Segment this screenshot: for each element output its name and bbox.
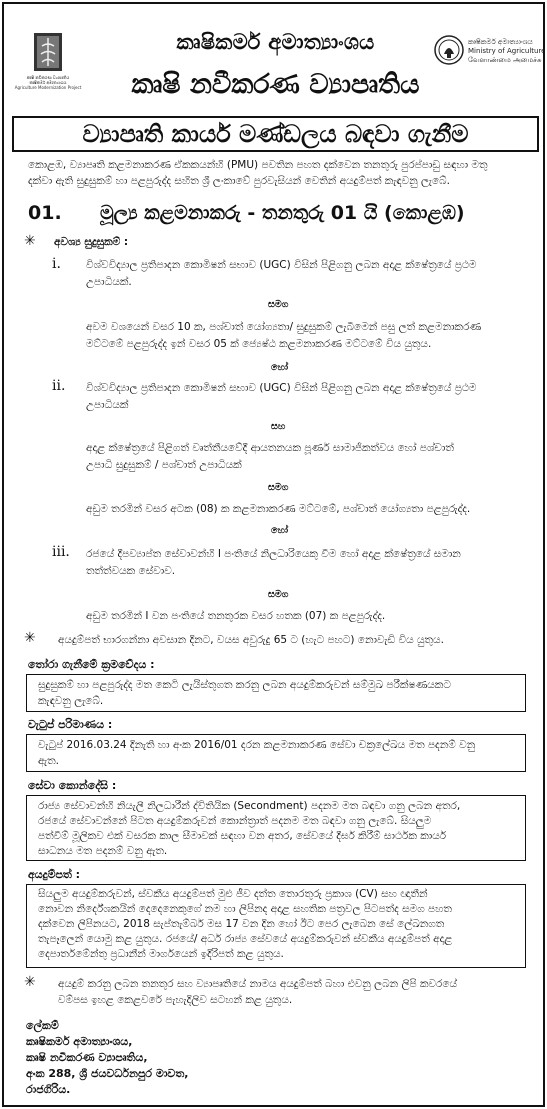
signature-block — [26, 1018, 188, 1098]
qualification-ii-label: ii. — [52, 378, 66, 394]
professional-line-2: උපාධි සුදුසුකම් / පශ්චාත් උපාධියක් — [86, 459, 242, 471]
position-number: 01. — [28, 202, 62, 224]
bullet-star-icon: ✳ — [24, 974, 36, 990]
experience-1-line-2: මට්ටමේ පළපුරුද්ද ඉන් වසර 05 ක් ජ්‍යෙෂ්ඨ කළමනාකරණ මට්ටමේ විය යුතුය. — [86, 338, 432, 350]
service-conditions-heading: සේවා කොන්දේසි : — [28, 779, 117, 792]
selection-line-2: කැඳවනු ලැබේ. — [38, 695, 104, 707]
bullet-star-icon: ✳ — [24, 233, 36, 249]
conjunction-with-1: සමග — [268, 299, 289, 310]
service-line-1: රාජ්‍ය සේවාවන්හි නියැලී නිලධාරීන් ද්විතියික (Secondment) පදනම මත බඳවා ගනු ලබන අතර, — [38, 800, 461, 812]
qualification-iii-line-2: තත්ත්වයක සේවාව. — [86, 565, 176, 577]
intro-line-1: කොළඹ, ව්‍යාපෘති කළමනාකරණ ඒකකයන්හි (PMU) පවතින පහත දක්වෙන තනතුරු පුරප්පාඩු සඳහා මතු — [28, 159, 488, 171]
qualification-iii-label: iii. — [52, 544, 70, 560]
salary-line-1: වැටුප් 2016.03.24 දිනැති හා අංක 2016/01 දරන කළමනාකරණ සේවා චක්‍රලේඛය මත පදනම් වනු — [38, 739, 476, 751]
signature-line-5: රාජගිරිය. — [26, 1083, 71, 1096]
envelope-note-line-2: වම්පස ඉහළ කෙළවරේ පැහැදිලිව සටහන් කළ යුතුය. — [58, 994, 293, 1006]
vacancy-banner: ව්‍යාපෘති කාර්ය මණ්ඩලය බඳවා ගැනීම — [12, 116, 539, 152]
selection-line-1: සුදුසුකම් හා පළපුරුද්ද මත කෙටි ලැයිස්තුගත කරනු ලබන අයදුම්කරුවන් සම්මුඛ පරීක්ෂණයකට — [38, 679, 451, 691]
qualifications-heading: අවශ්‍ය සුදුසුකම් : — [54, 236, 129, 248]
age-note: අයදුම්පත් භාරගන්නා අවසාන දිනට, වයස අවුරුදු 65 ට (හැට පහට) නොවැඩි විය යුතුය. — [58, 634, 444, 646]
application-line-1: සියලුම අයදුම්කරුවන්, ස්වකීය අයදුම්පත් මුළු ජීව දත්ත තොරතුරු ප්‍රකාශ (CV) සහ ඥාතීන් — [38, 888, 428, 900]
experience-2-line: අඩුම තරමින් වසර අටක (08) ක කළමනාකරණ මට්ටමේ, පශ්චාත් යෝග්‍යතා පළපුරුද්ද. — [86, 503, 471, 515]
conjunction-with-3: සමග — [268, 589, 289, 600]
qualification-i-line-2: උපාධියක්. — [86, 276, 132, 288]
application-line-3: දක්වෙන ලිපිනයට, 2018 සැප්තැම්බර් මස 17 වන දින හෝ ඊට පෙර ලැබෙන සේ ලේඛනගත — [38, 918, 445, 930]
applications-heading: අයදුම්පත් : — [28, 868, 81, 881]
conjunction-and: සහ — [271, 421, 286, 432]
service-line-2: රජයේ සේවාවන්නේ පිටත අයදුම්කරුවන් කොන්ත්‍රාත් පදනම මත බඳවා ගනු ලැබේ. සියලුම — [38, 815, 432, 827]
qualification-i-label: i. — [52, 256, 61, 272]
conjunction-or-2: හෝ — [271, 525, 289, 536]
bullet-star-icon: ✳ — [24, 630, 36, 646]
qualification-i-line-1: විශ්වවිද්‍යාල ප්‍රතිපාදන කොමිෂන් සභාව (UGC) විසින් පිළිගනු ලබන අදාළ ක්ෂේත්‍රයේ ප්‍රථම — [86, 259, 477, 271]
signature-line-2: කෘෂිකර්ම අමාත්‍යාංශය, — [26, 1035, 133, 1048]
signature-line-4: අංක 288, ශ්‍රී ජයවර්ධනපුර මාවත, — [26, 1067, 189, 1080]
conjunction-or-1: හෝ — [271, 362, 289, 373]
page-frame — [2, 2, 545, 1107]
project-logo-caption: කෘෂි නවීකරණ ව්‍යාපෘතිය කෘෂිකර්ම අමාත්‍යාංශය Agriculture Modernization Project — [14, 75, 82, 90]
service-line-4: සාධනය මත පදනම් වනු ඇත. — [38, 845, 168, 857]
ministry-logo-tamil: வேளாண்மை அமைச்சு — [468, 56, 542, 64]
qualification-ii-line-1: විශ්වවිද්‍යාල ප්‍රතිපාදන කොමිෂන් සභාව (UGC) විසින් පිළිගනු ලබන අදාළ ක්ෂේත්‍රයේ ප්‍රථම — [86, 382, 477, 394]
application-line-5: දෙපාර්තමේන්තු ප්‍රධානීන් මාර්ගයෙන් ඉදිරිපත් කළ යුතුය. — [38, 948, 284, 960]
qualification-iii-line-1: රජයේ දීපව්‍යාප්ත සේවාවන්හි I පංතියේ නිලධාරියෙකු වීම හෝ අදාළ ක්ෂේත්‍රයේ සමාන — [86, 548, 461, 560]
experience-1-line-1: අවම වශයෙන් වසර 10 ක, පශ්චාත් යෝග්‍යතා/ සුදුසුකම් ලැබීමෙන් පසු ලත් කළමනාකරණ — [86, 321, 482, 333]
salary-heading: වැටුප් පරිමාණය : — [28, 718, 113, 731]
position-title: මූල්‍ය කළමනාකරු - තනතුරු 01 යි (කොළඹ) — [100, 202, 465, 224]
selection-heading: තෝරා ගැනීමේ ක්‍රමවේදය : — [28, 658, 155, 671]
ministry-seal-icon — [434, 34, 464, 66]
intro-line-2: දක්වා ඇති සුදුසුකම් හා පළපුරුද්ද සහිත ශ්‍රී ලංකාවේ පුරවැසියන් වෙතින් අයදුම්පත් කැඳවනු ලැබේ. — [28, 175, 450, 187]
conjunction-with-2: සමග — [268, 482, 289, 493]
application-line-2: නොවන නිර්දේශකයින් දෙදෙනෙකුගේ නම හා ලිපිනද අදාළ සහතික පත්‍රවල පිටපත්ද සමග පහත — [38, 903, 452, 915]
application-line-4: තැපෑලෙන් යොමු කළ යුතුය. රජයේ/ අර්ධ රාජ්‍ය සේවයේ අයදුම්කරුවන් ස්වකීය අයදුම්පත් අදාළ — [38, 933, 453, 945]
ministry-logo — [432, 32, 544, 72]
signature-line-1: ලේකම් — [26, 1019, 59, 1032]
qualification-ii-line-2: උපාධියක් — [86, 399, 129, 411]
ministry-logo-english: Ministry of Agriculture — [468, 47, 546, 55]
ministry-logo-text — [468, 38, 545, 65]
ministry-title: කෘෂිකර්ම අමාත්‍යාංශය — [176, 30, 375, 54]
ministry-logo-sinhala: කෘෂිකර්ම අමාත්‍යාංශය — [468, 38, 533, 46]
envelope-note-line-1: අයදුම් කරනු ලබන තනතුර සහ ව්‍යාපෘතියේ නාමය අයදුම්පත් බහා එවනු ලබන ලිපි කවරයේ — [58, 978, 458, 990]
salary-line-2: ඇත. — [38, 755, 59, 767]
signature-line-3: කෘෂි නවීකරණ ව්‍යාපෘතිය, — [26, 1051, 148, 1064]
professional-line-1: අදාළ ක්ෂේත්‍රයේ පිළිගත් වෘත්තීයවේදී ආයතනයක පූර්ණ සාමාජිකත්වය හෝ පශ්චාත් — [86, 442, 454, 454]
experience-3-line: අඩුම තරමින් I වන පංතියේ තනතුරක වසර හතක (07) ක පළපුරුද්ද. — [86, 610, 386, 622]
header — [4, 4, 547, 116]
service-line-3: පත්වීම් මූලිකව එක් වසරක කාල සීමාවක් සඳහා වන අතර, සේවයේ දීර්ඝ කිරීම් සාර්ථක කාර්ය — [38, 830, 447, 842]
project-title: කෘෂි නවීකරණ ව්‍යාපෘතිය — [131, 69, 420, 100]
